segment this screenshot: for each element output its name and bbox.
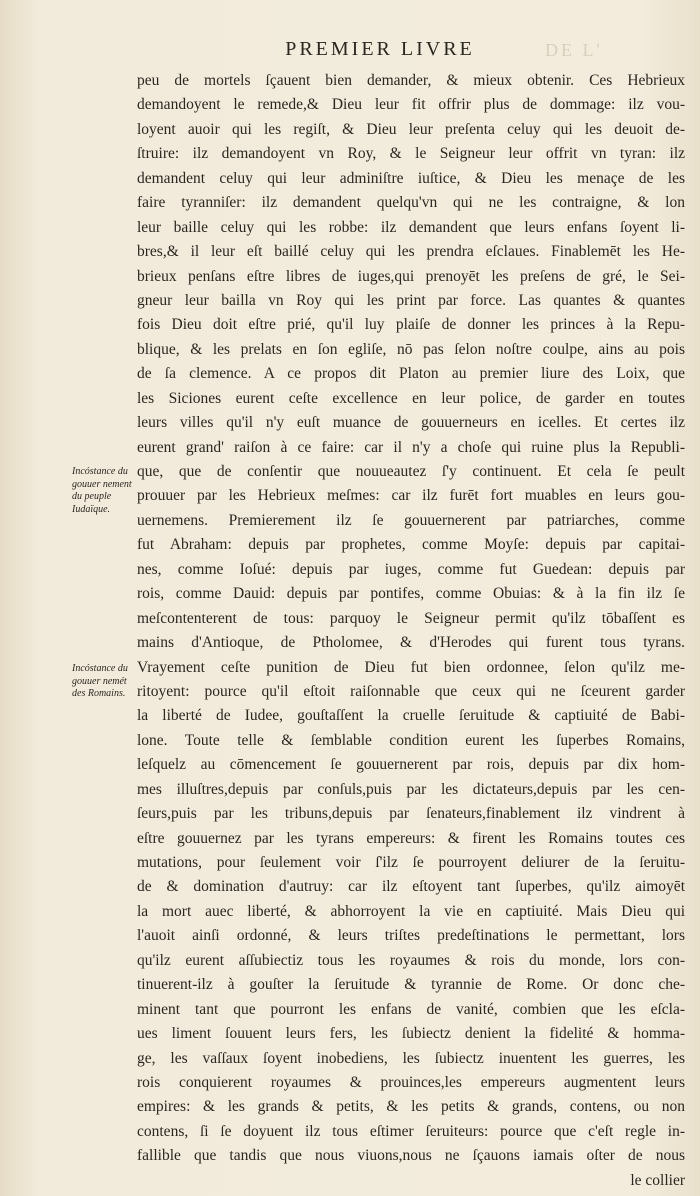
text-line: ues liment ſouuent leurs fers, les ſubiectz denient la fidelité & homma- [137, 1025, 685, 1043]
catchword: le collier [630, 1171, 685, 1189]
text-line: demandoyent le remede,& Dieu leur fit offrir plus de dommage: ilz vou- [137, 96, 685, 114]
text-line: demandent celuy qui leur adminiſtre iuſtice, & Dieu les menaçe de les [137, 169, 685, 187]
text-line: ſtruire: ilz demandoyent vn Roy, & le Seigneur leur offrit vn tyran: ilz [137, 145, 685, 163]
text-line: lone. Toute telle & ſemblable condition eurent les ſuperbes Romains, [137, 731, 685, 749]
text-line: fallible que tandis que nous viuons,nous ne ſçauons iamais oſter de nous [137, 1147, 685, 1165]
text-line: brieux penſans eſtre libres de iuges,qui prenoyēt les preſens de gré, le Sei- [137, 267, 685, 285]
text-line: ritoyent: pource qu'il eſtoit raiſonnable que ceux qui ne ſceurent garder [137, 682, 685, 700]
text-line: meſcontenterent de tous: parquoy le Seigneur permit qu'ilz tōbaſſent es [137, 609, 685, 627]
text-line: de & domination d'autruy: car ilz eſtoyent tant ſuperbes, qu'ilz aimoyēt [137, 878, 685, 896]
text-line: minent tant que pourront les enfans de vanité, combien que les eſcla- [137, 1000, 685, 1018]
text-line: nes, comme Ioſué: depuis par iuges, comme fut Guedean: depuis par [137, 560, 685, 578]
text-line: contens, ſi ſe doyuent ilz tous eſtimer ſeruiteurs: pource que c'eſt regle in- [137, 1122, 685, 1140]
text-line: leur baille celuy qui les robbe: ilz demandent que leurs enfans ſoyent li- [137, 218, 685, 236]
text-line: eurent grand' raiſon à ce faire: car il n'y a choſe qui ruine plus la Republi- [137, 438, 685, 456]
text-line: les Siciones eurent ceſte excellence en leur police, de garder en toutes [137, 389, 685, 407]
text-line: Vrayement ceſte punition de Dieu fut bien ordonnee, ſelon qu'ilz me- [137, 658, 685, 676]
text-line: qu'ilz eurent aſſubiectiz tous les royaumes & rois du monde, lors con- [137, 951, 685, 969]
text-line: uernemens. Premierement ilz ſe gouuernerent par patriarches, comme [137, 511, 685, 529]
text-line: leurs villes qu'il n'y euſt muance de gouuerneurs en icelles. Et certes ilz [137, 414, 685, 432]
text-line: bres,& il leur eſt baillé celuy qui les prendra eſclaues. Finablemēt les He- [137, 243, 685, 261]
text-line: faire tyranniſer: ilz demandent quelqu'vn qui ne les contraigne, & lon [137, 194, 685, 212]
text-line: leſquelz au cōmencement ſe gouuernerent par rois, depuis par dix hom- [137, 756, 685, 774]
text-line: peu de mortels ſçauent bien demander, & mieux obtenir. Ces Hebrieux [137, 72, 685, 89]
text-line: ſeurs,puis par les tribuns,depuis par ſenateurs,finablement ilz vindrent à [137, 805, 685, 823]
text-line: eſtre gouuernez par les tyrans empereurs: & firent les Romains toutes ces [137, 829, 685, 847]
text-line: blique, & les prelats en ſon egliſe, nō pas ſelon noſtre coulpe, ains au pois [137, 340, 685, 358]
text-line: que, que de conſentir que nouueautez ſ'y continuent. Et cela ſe peult [137, 463, 685, 480]
text-line: empires: & les grands & petits, & les petits & grands, contens, ou non [137, 1098, 685, 1116]
text-line: fois Dieu doit eſtre prié, qu'il luy plaiſe de donner les princes à la Repu- [137, 316, 685, 334]
text-line: ge, les vaſſaux ſoyent inobediens, les ſubiectz inuentent les guerres, les [137, 1049, 685, 1067]
text-line: fut Abraham: depuis par prophetes, comme Moyſe: depuis par capitai- [137, 536, 685, 554]
text-line: mains d'Antioque, de Ptholomee, & d'Herodes qui furent tous tyrans. [137, 634, 685, 652]
margin-note-romans: Incóstance du gouuer nemét des Romains. [72, 663, 128, 699]
text-line: la mort auec liberté, & abhorroyent la vie en captiuité. Mais Dieu qui [137, 902, 685, 920]
text-line: tinuerent-ilz à gouſter la ſeruitude & tyrannie de Rome. Or donc che- [137, 976, 685, 994]
text-line: mes illuſtres,depuis par conſuls,puis par les dictateurs,depuis par les cen- [137, 780, 685, 798]
text-line: rois, comme Dauid: depuis par pontifes, comme Obuias: & à la fin ilz ſe [137, 585, 685, 603]
text-line: prouuer par les Hebrieux meſmes: car ilz furēt fort muables en leurs gou- [137, 487, 685, 505]
text-line: l'auoit ainſi ordonné, & leurs triſtes predeſtinations le permettant, lors [137, 927, 685, 945]
text-line: loyent auoir qui les regiſt, & Dieu leur preſenta celuy qui les deuoit de- [137, 120, 685, 138]
margin-note-judaic: Incóstance du gouuer nement du peuple Iudaïque. [72, 466, 132, 515]
bleed-through-text: DE L' [545, 40, 603, 60]
text-line: gneur leur bailla vn Roy qui les print par force. Las quantes & quantes [137, 291, 685, 309]
text-line: rois conquierent royaumes & prouinces,les empereurs augmentent leurs [137, 1073, 685, 1091]
text-line: mutations, pour ſeulement voir ſ'ilz ſe pourroyent deliurer de la ſeruitu- [137, 854, 685, 871]
text-line: la liberté de Iudee, gouſtaſſent la cruelle ſeruitude & captiuité de Babi- [137, 707, 685, 725]
text-line: de ſa clemence. A ce propos dit Platon au premier liure des Loix, que [137, 365, 685, 383]
running-title: PREMIER LIVRE [285, 38, 475, 60]
body-text [137, 69, 685, 1193]
